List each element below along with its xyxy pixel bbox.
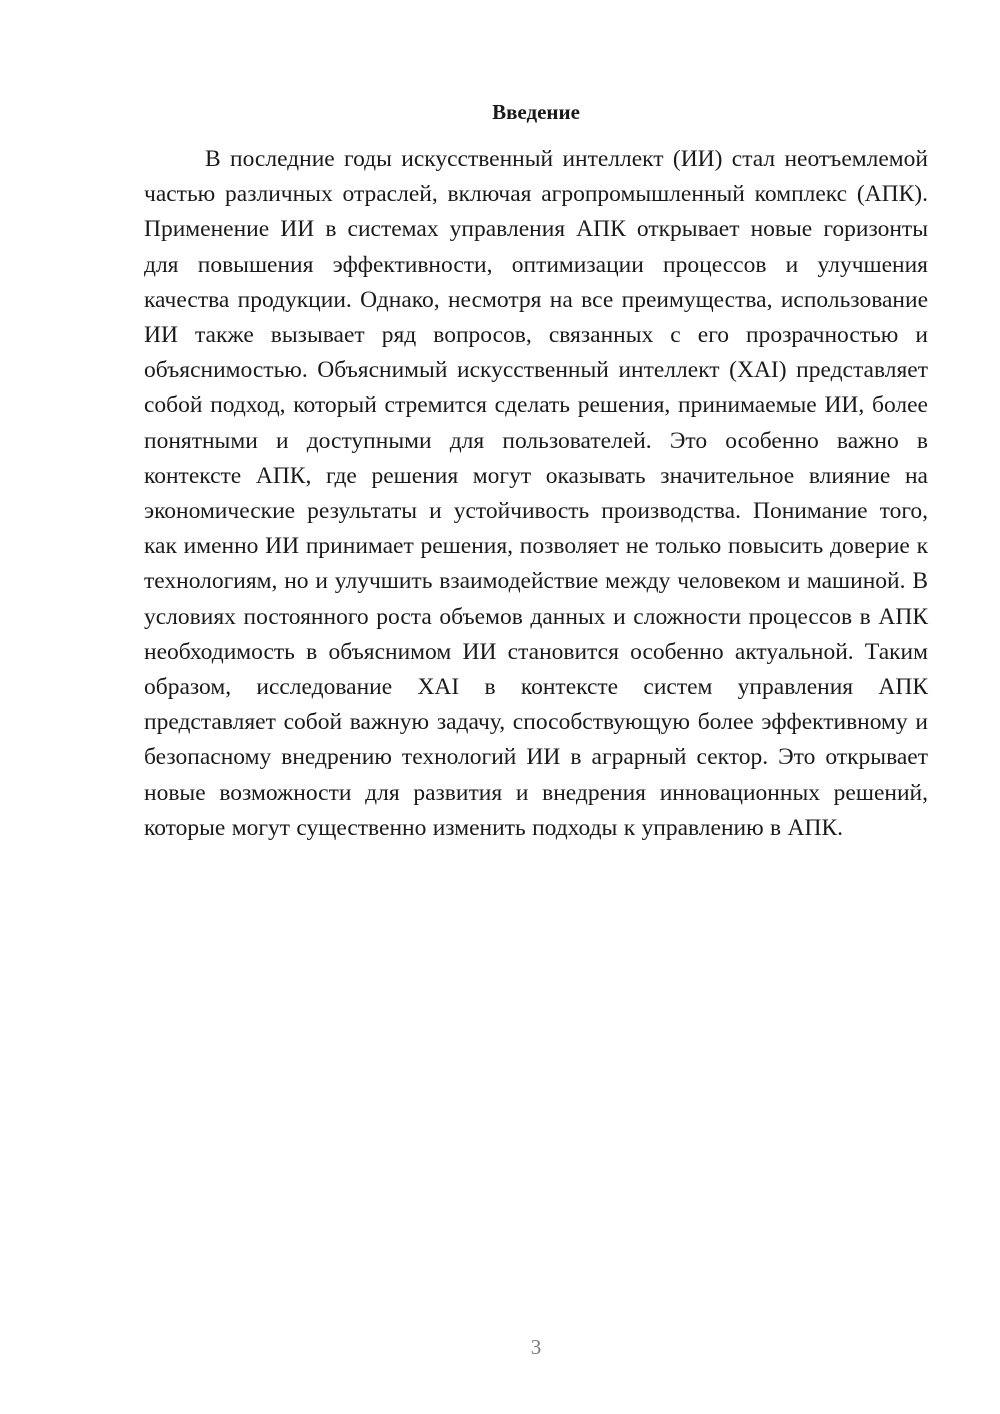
page-number: 3 — [530, 1335, 542, 1359]
body-paragraph: В последние годы искусственный интеллект (ИИ) стал неотъемлемой частью различных отраслей, включая агропромышленный комплекс (АПК). Применение ИИ в системах управления АПК открывает новые горизонты для повышения эффективности, оптимизации процессов и улучшения качества продукции. Однако, несмотря на все преимущества, использование ИИ также вызывает ряд вопросов, связанных с его прозрачностью и объяснимостью. Объяснимый искусственный интеллект (XAI) представляет собой подход, который стремится сделать решения, принимаемые ИИ, более понятными и доступными для пользователей. Это особенно важно в контексте АПК, где решения могут оказывать значительное влияние на экономические результаты и устойчивость производства. Понимание того, как именно ИИ принимает решения, позволяет не только повысить доверие к технологиям, но и улучшить взаимодействие между человеком и машиной. В условиях постоянного роста объемов данных и сложности процессов в АПК необходимость в объяснимом ИИ становится особенно актуальной. Таким образом, исследование XAI в контексте систем управления АПК представляет собой важную задачу, способствующую более эффективному и безопасному внедрению технологий ИИ в аграрный сектор. Это открывает новые возможности для развития и внедрения инновационных решений, которые могут существенно изменить подходы к управлению в АПК. — [144, 146, 928, 841]
section-heading: Введение — [492, 100, 580, 124]
